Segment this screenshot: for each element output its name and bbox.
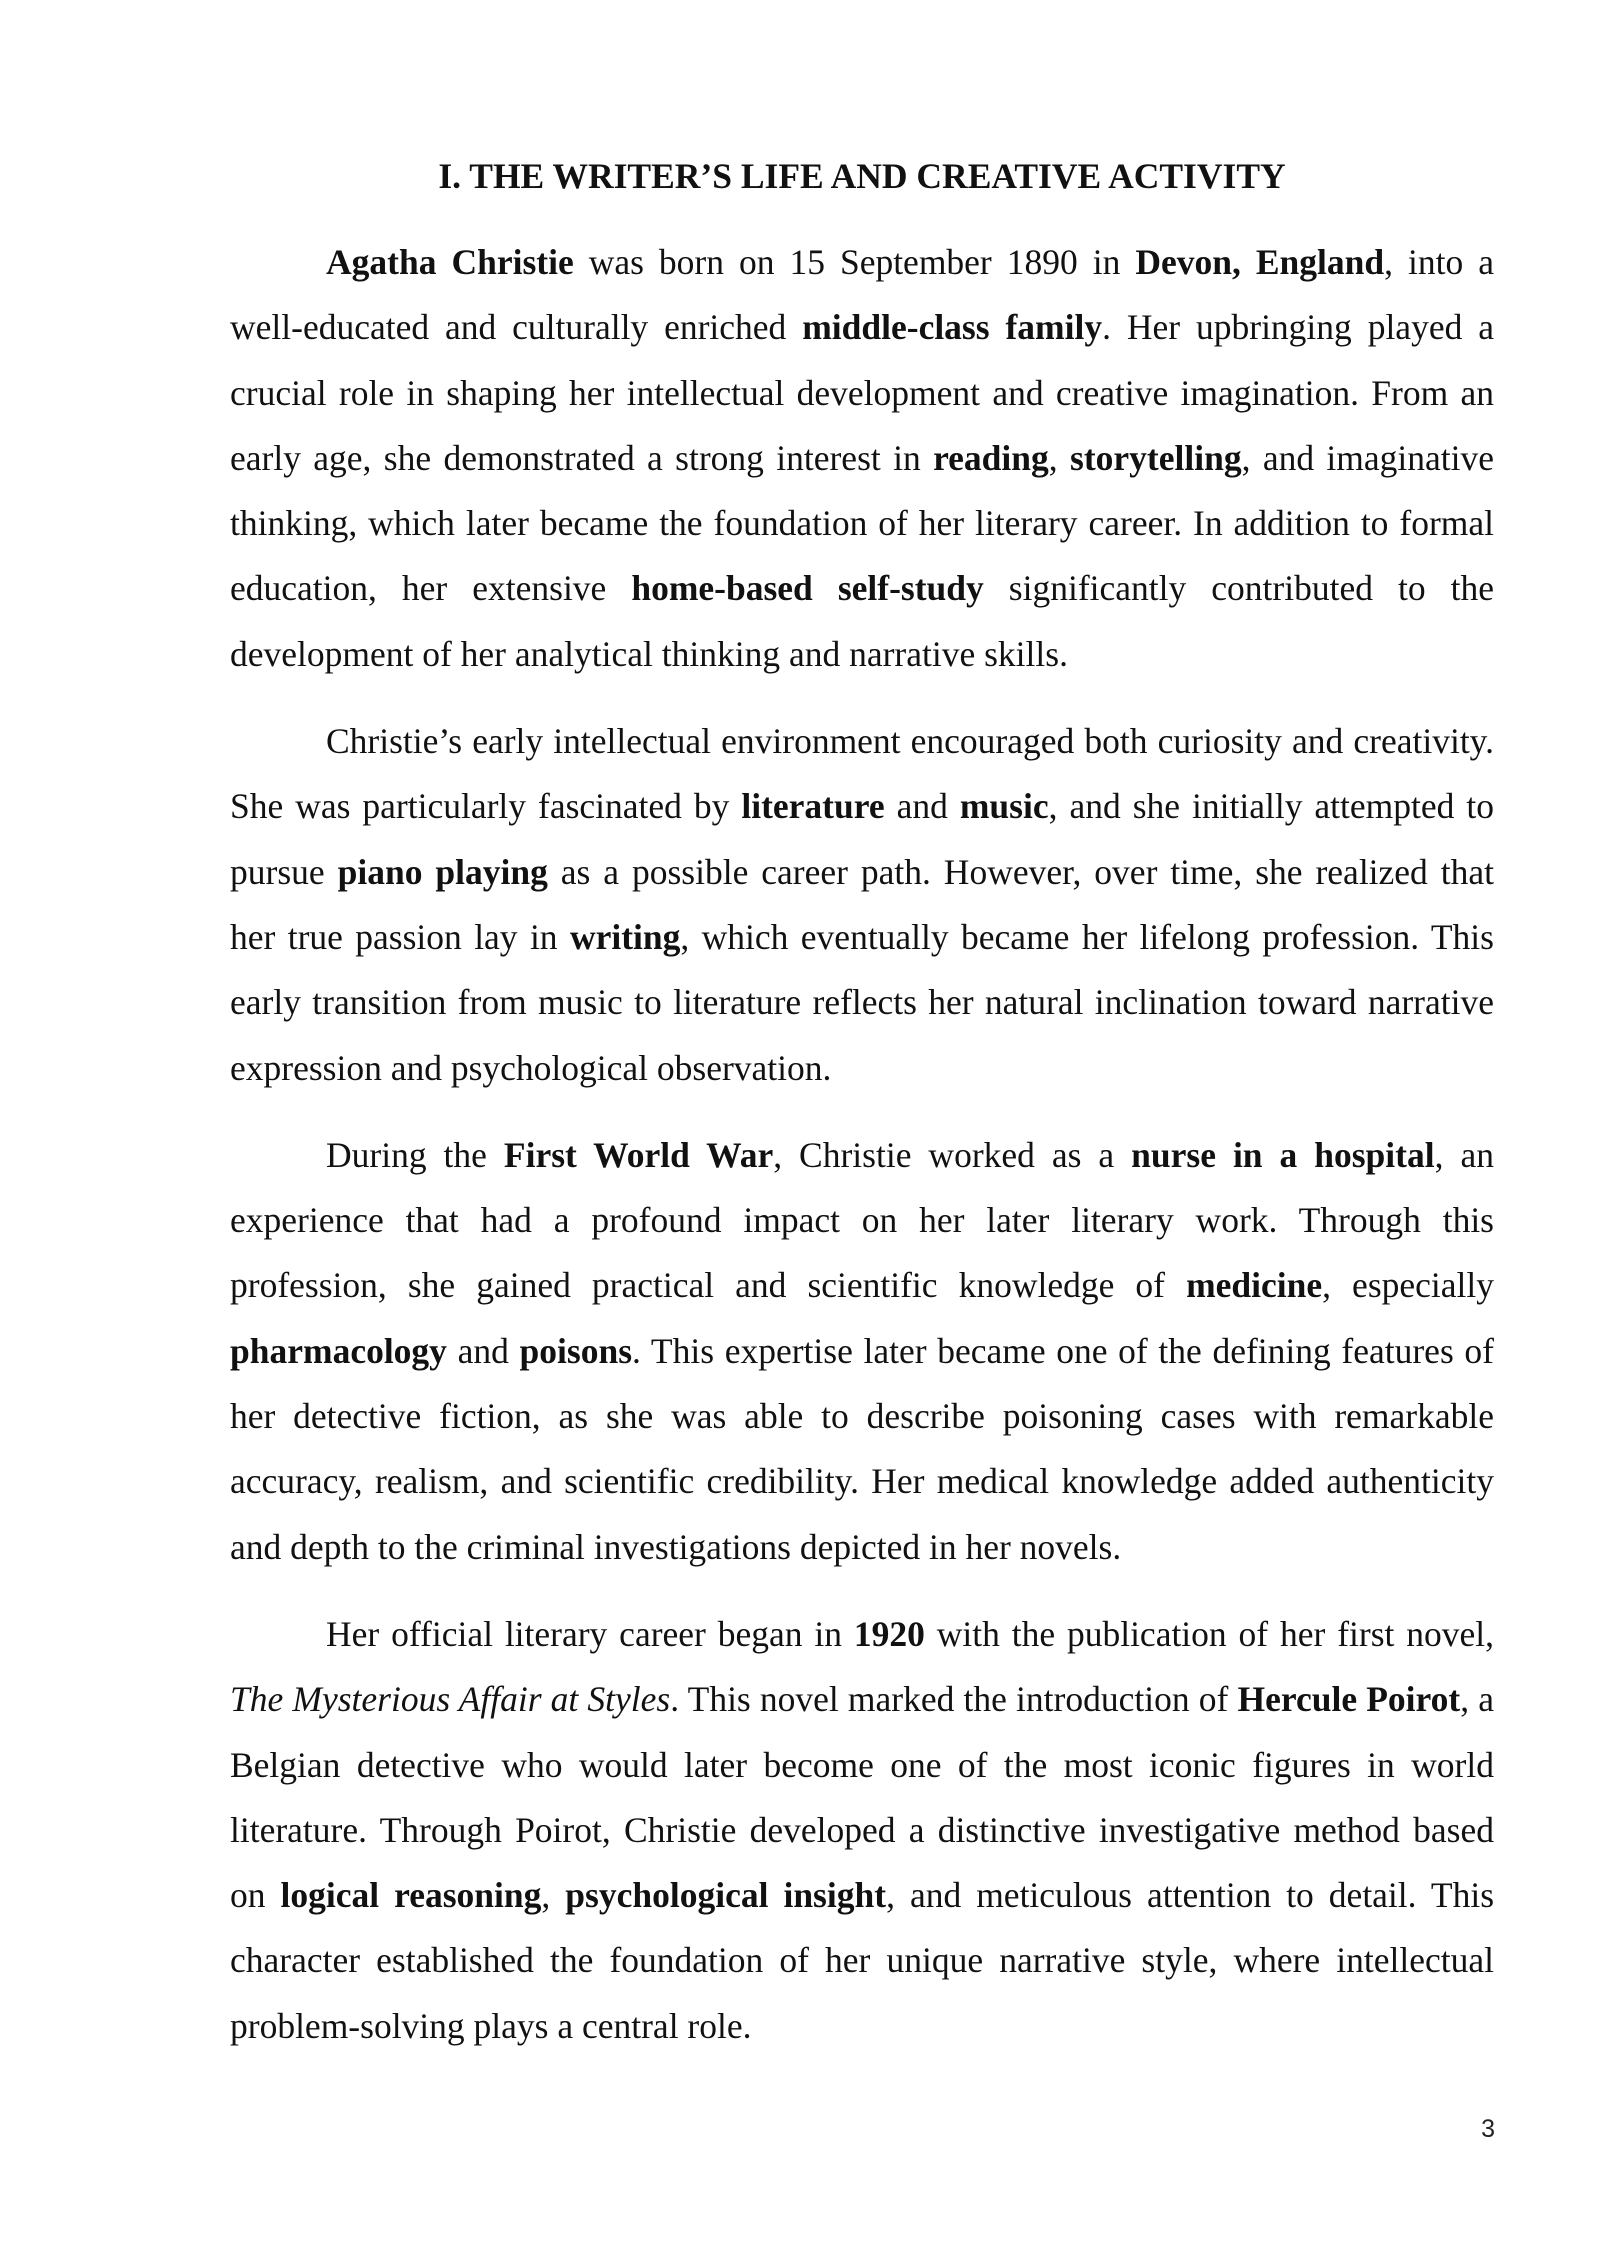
bold-text: First World War [503, 1134, 774, 1175]
paragraph-text: Her official literary career began in [326, 1613, 854, 1654]
paragraph-text: , and she initially attempted to pursue [230, 786, 1494, 892]
body-paragraph [230, 709, 1494, 1101]
paragraph-text: , [541, 1875, 566, 1916]
paragraph-text: , [1048, 437, 1071, 478]
paragraph-text: , Christie worked as a [773, 1134, 1132, 1175]
bold-text: Hercule Poirot [1237, 1679, 1461, 1720]
paragraph-text: . Her upbringing played a crucial role in shaping her intellectual development and creative imagination. From an early age, she demonstrated a strong interest in [230, 307, 1494, 478]
bold-text: logical reasoning [280, 1875, 542, 1916]
paragraph-text: and [446, 1330, 520, 1371]
page-number: 3 [1481, 2115, 1495, 2143]
paragraph-text: . This novel marked the introduction of [670, 1679, 1238, 1720]
section-heading: I. THE WRITER’S LIFE AND CREATIVE ACTIVITY [438, 156, 1286, 196]
body-paragraph [230, 1123, 1494, 1580]
paragraph-text: During the [326, 1134, 504, 1175]
bold-text: nurse in a hospital [1131, 1134, 1435, 1175]
bold-text: music [959, 786, 1049, 827]
bold-text: storytelling [1070, 437, 1242, 478]
body-paragraph [230, 230, 1494, 687]
bold-text: reading [933, 437, 1049, 478]
document-body [230, 148, 1494, 2081]
paragraph-text: , and imaginative thinking, which later became the foundation of her literary career. In addition to formal education, her extensive [230, 437, 1495, 609]
bold-text: middle-class family [802, 307, 1103, 348]
paragraph-text: , an experience that had a profound impact on her later literary work. Through this profession, she gained practical and scientific knowledge of [230, 1134, 1494, 1306]
paragraph-text: as a possible career path. However, over time, she realized that her true passion lay in [230, 851, 1494, 957]
bold-text: medicine [1186, 1265, 1323, 1306]
paragraph-list [230, 230, 1494, 2059]
bold-text: piano playing [337, 851, 548, 892]
bold-text: literature [741, 786, 885, 827]
paragraph-text: , a Belgian detective who would later become one of the most iconic figures in world literature. Through Poirot, Christie developed a distinctive investigative method based on [230, 1679, 1495, 1916]
bold-text: Agatha Christie [326, 242, 574, 282]
paragraph-text: Christie’s early intellectual environment encouraged both curiosity and creativity. She was particularly fascinated by [230, 721, 1494, 827]
paragraph-text: and [884, 786, 960, 827]
paragraph-text: significantly contributed to the development of her analytical thinking and narrative skills. [230, 568, 1495, 674]
bold-text: 1920 [853, 1613, 925, 1654]
paragraph-text: , into a well-educated and culturally enriched [230, 242, 1494, 348]
paragraph-text: . This expertise later became one of the defining features of her detective fiction, as she was able to describe poisoning cases with remarkable accuracy, realism, and scientific credibility. Her medical knowledge added authenticity and depth to the criminal investigations depicted in her novels. [230, 1330, 1494, 1567]
bold-text: psychological insight [565, 1875, 887, 1916]
bold-text: home-based self-study [631, 568, 984, 609]
paragraph-text: with the publication of her first novel, [924, 1613, 1494, 1654]
bold-text: pharmacology [230, 1330, 447, 1371]
bold-text: Devon, England [1135, 242, 1385, 282]
paragraph-text: , which eventually became her lifelong profession. This early transition from music to literature reflects her natural inclination toward narrative expression and psychological observation. [230, 916, 1494, 1088]
bold-text: writing [569, 916, 681, 957]
paragraph-text: , especially [1322, 1265, 1494, 1306]
paragraph-text: , and meticulous attention to detail. This character established the foundation of her unique narrative style, where intellectual problem-solving plays a central role. [230, 1875, 1495, 2046]
body-paragraph [230, 1602, 1494, 2059]
bold-text: poisons [519, 1330, 633, 1371]
paragraph-text: was born on 15 September 1890 in [573, 242, 1136, 282]
italic-text: The Mysterious Affair at Styles [230, 1679, 671, 1720]
